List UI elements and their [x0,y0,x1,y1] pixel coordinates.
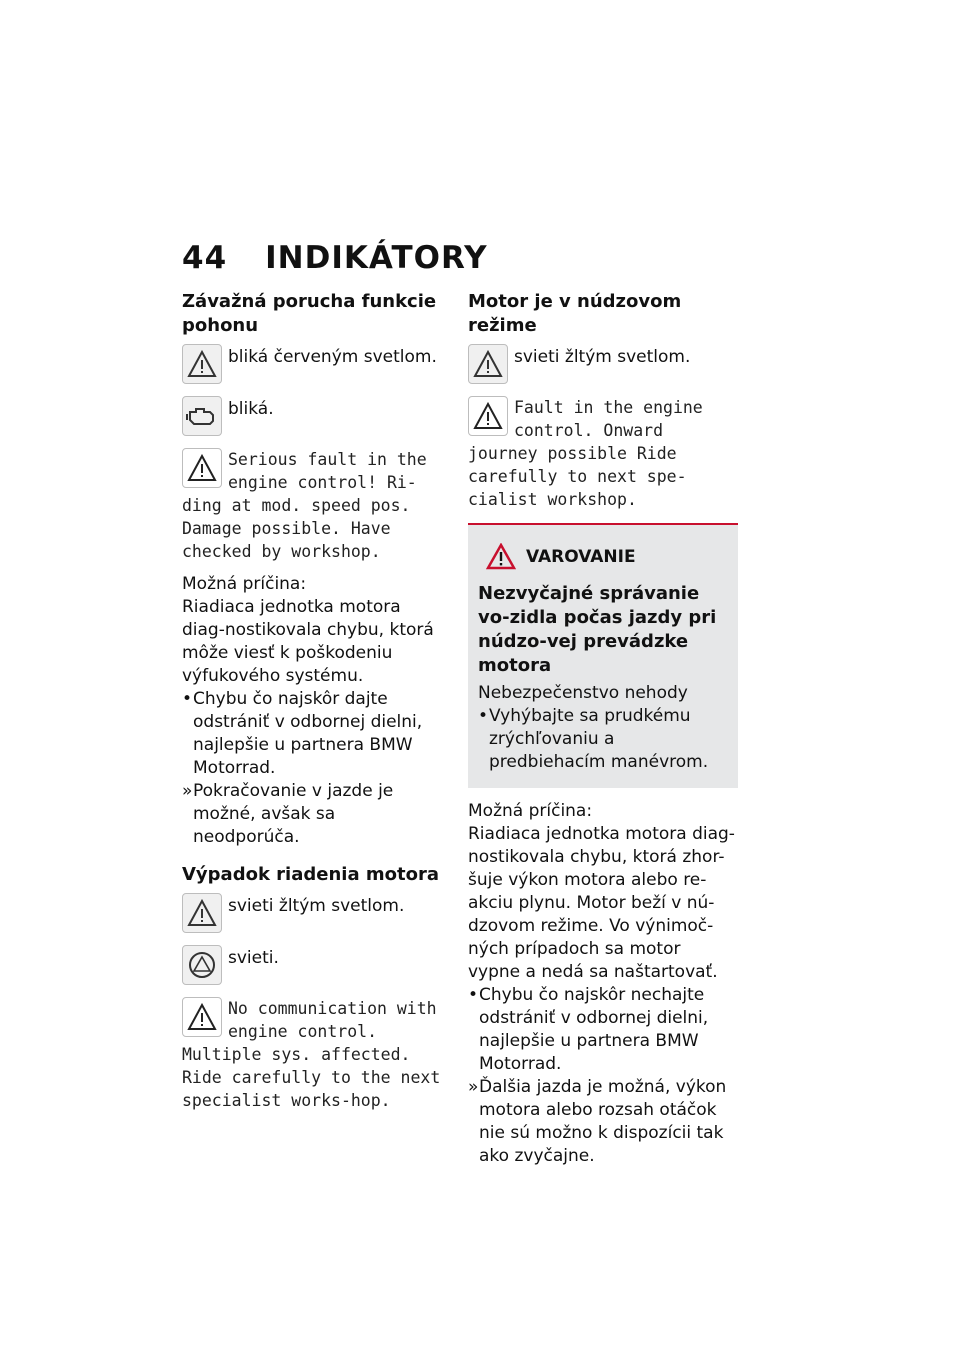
warning-triangle-icon [182,344,222,384]
result-text: Pokračovanie v jazde je možné, avšak sa neodporúča. [193,781,394,847]
display-message [182,448,447,563]
bullet-text: Chybu čo najskôr nechajte odstrániť v odbornej dielni, najlepšie u partnera BMW Motorrad. [479,985,709,1074]
warning-title: VAROVANIE [526,546,636,567]
indicator-text: bliká červeným svetlom. [228,347,437,367]
warning-header [478,543,728,570]
section-engine-control-failure [182,863,447,1112]
result-item [182,780,447,849]
warning-triangle-outline-icon [182,448,222,488]
cause-label: Možná príčina: [182,574,307,594]
result-arrow-icon: » [182,781,193,801]
bullet-icon: • [182,689,193,709]
engine-warning-icon [182,945,222,985]
display-message-rest: Multiple sys. affected. Ride carefully to the next specialist works-hop. [182,1045,441,1110]
display-message [468,396,738,511]
icon-row [182,893,447,933]
cause-label: Možná príčina: [468,801,593,821]
right-column [468,290,738,1168]
warning-triangle-icon [182,893,222,933]
display-message-rest: ding at mod. speed pos. Damage possible. Have checked by workshop. [182,496,411,561]
warning-red-triangle-icon [486,543,516,570]
page-header [182,240,488,276]
list-item [182,688,447,780]
section-heading: Závažná porucha funkcie pohonu [182,291,437,336]
indicator-text: bliká. [228,399,274,419]
indicator-text: svieti žltým svetlom. [228,896,405,916]
page-number: 44 [182,240,228,276]
list-item [468,984,738,1076]
list-item [478,705,728,774]
indicator-text: svieti. [228,948,279,968]
section-heading: Motor je v núdzovom režime [468,291,682,336]
page-title: INDIKÁTORY [265,240,488,276]
display-message-first: No communication with engine control. [228,999,437,1041]
result-text: Ďalšia jazda je možná, výkon motora alebo rozsah otáčok nie sú možno k dispozícii tak ako zvyčajne. [479,1077,727,1166]
icon-row [468,344,738,384]
icon-row [182,396,447,436]
result-item [468,1076,738,1168]
display-message [182,997,447,1112]
result-arrow-icon: » [468,1077,479,1097]
bullet-text: Vyhýbajte sa prudkému zrýchľovaniu a predbiehacím manévrom. [489,706,709,772]
warning-triangle-outline-icon [468,396,508,436]
bullet-icon: • [468,985,479,1005]
icon-row [182,945,447,985]
warning-triangle-outline-icon [182,997,222,1037]
display-message-rest: journey possible Ride carefully to next spe-cialist workshop. [468,444,687,509]
icon-row [182,344,447,384]
section-serious-fault [182,290,447,849]
section-heading: Výpadok riadenia motora [182,864,439,885]
warning-box [468,523,738,788]
cause-text: Riadiaca jednotka motora diag-nostikovala chybu, ktorá môže viesť k poškodeniu výfukového systému. [182,597,434,686]
warning-subtext: Nebezpečenstvo nehody [478,683,688,703]
engine-check-icon [182,396,222,436]
bullet-icon: • [478,706,489,726]
left-column [182,290,447,1122]
display-message-first: Serious fault in the engine control! Ri- [228,450,427,492]
indicator-text: svieti žltým svetlom. [514,347,691,367]
warning-heading: Nezvyčajné správanie vo-zidla počas jazdy pri núdzo-vej prevádzke motora [478,583,717,676]
cause-text: Riadiaca jednotka motora diag-nostikovala chybu, ktorá zhor-šuje výkon motora alebo re-akciu plynu. Motor beží v nú-dzovom režime. Vo výnimoč-ných prípadoch sa motor vypne a nedá sa naštartovať. [468,824,735,982]
warning-triangle-icon [468,344,508,384]
display-message-first: Fault in the engine control. Onward [514,398,703,440]
bullet-text: Chybu čo najskôr dajte odstrániť v odbornej dielni, najlepšie u partnera BMW Motorrad. [193,689,423,778]
